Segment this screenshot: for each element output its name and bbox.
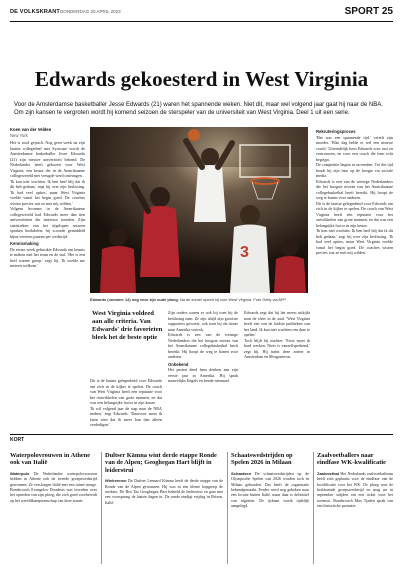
paragraph: Dit is de laatste gelegenheid voor Edwards om zich in de kijker te spelen. De coach van West Virginia heeft een reputatie voor het ontwikkelen van grote mannen, en dat was een belangrijke factor in zijn keuze.	[316, 200, 393, 228]
brief-1	[10, 452, 97, 559]
article-headline: Edwards gekoesterd in West Virginia	[34, 67, 369, 91]
paragraph: Dit is de laatste gelegenheid voor Edwards om zich in de kijker te spelen. De coach van West Virginia heeft een reputatie voor het ontwikkelen van grote mannen, en dat was een belangrijke factor in zijn keuze.	[90, 378, 162, 405]
byline-place: New York	[10, 133, 28, 138]
paragraph: Edwards zegt dat hij het meest uitkijkt naar de sfeer in de zaal. 'West Virginia heeft een van de luidste publieken van het land. Ik kan niet wachten om daar te spelen.'	[244, 310, 310, 337]
masthead	[10, 6, 393, 20]
photo-caption	[90, 297, 308, 302]
masthead-rule	[10, 21, 393, 22]
brief-body	[317, 471, 393, 559]
brief-title: Waterpolovrouwen in Athene ook van Italië	[10, 452, 91, 467]
caption-text: Na de zomer speelt hij voor West Virginia. Foto Getty via AFP	[179, 297, 286, 302]
brief-title: Zaalvoetballers naar eindfase WK-kwalificatie	[317, 452, 386, 467]
brief-lead: Zaalvoetbal	[317, 470, 340, 476]
brief-body	[105, 478, 223, 566]
brief-text: Het Nederlands zaalvoetbalteam heeft zich geplaatst voor de eindfase van de kwalificatie voor het WK. De ploeg won de beslissende groepswedstrijd en mag nu in september strijden om een ticket voor het toernooi. Bondscoach Max Tjaden sprak van een historische prestatie.	[317, 470, 393, 509]
article-column-2	[90, 378, 162, 430]
article-column-1	[10, 140, 85, 430]
svg-text:3: 3	[240, 244, 249, 261]
paragraph: Edwards is een van de weinige Nederlanders die het hoogste niveau van het Amerikaanse collegebasketbal heeft bereikt. Hij hoopt de weg te banen voor anderen.	[316, 178, 393, 200]
brief-lead: Waterpolo	[10, 470, 30, 476]
brief-divider	[101, 452, 102, 564]
paragraph: Edwards is een van de weinige Nederlanders die het hoogste niveau van het Amerikaanse collegebasketbal heeft bereikt. Hij hoopt de weg te banen voor anderen.	[168, 332, 238, 359]
subheading: Onbekend	[168, 361, 189, 367]
section-name: SPORT	[344, 6, 380, 17]
brief-2	[105, 452, 223, 566]
brief-divider	[227, 452, 228, 564]
paragraph: 'Ik kon niet wachten. Ik ben heel blij dat ik dit heb gedaan,' zegt hij over zijn beslissing. 'Ik had veel opties, maar West Virginia voelde vanaf het begin goed. De coaches wisten precies wat ze met mij wilden.'	[10, 178, 85, 206]
article-column-3	[168, 310, 238, 430]
caption-bold: Edwards (nummer 14) nog voor zijn oude ploeg.	[90, 297, 179, 302]
issue-date: DONDERDAG 20 APRIL 2023	[60, 9, 121, 14]
brief-body	[231, 471, 309, 559]
paragraph: 'Ik wil volgend jaar de stap naar de NBA maken,' zegt Edwards. 'Daarvoor moet ik laten zien dat ik meer kan dan alleen verdedigen.'	[90, 405, 162, 427]
paragraph: De eerste week gebruikte Edwards om kennis te maken met het team en de staf. 'Het is een heel warme groep,' zegt hij. 'Ik voelde me meteen welkom.'	[10, 246, 85, 268]
brief-title: Schaatswedstrijden op Spelen 2026 in Milaan	[231, 452, 293, 467]
brief-text: De schaatswedstrijden op de Olympische Spelen van 2026 worden toch in Milaan gehouden. Dat heeft de organisatie bekendgemaakt. Eerder werd nog gekeken naar een locatie buiten Italië, maar daar is definitief van afgezien. De ijsbaan wordt tijdelijk aangelegd.	[231, 470, 309, 509]
brief-lead: Schaatsen	[231, 470, 252, 476]
kort-rule	[10, 434, 393, 444]
article-photo	[90, 127, 308, 293]
brief-divider	[313, 452, 314, 564]
article-intro: Voor de Amsterdamse basketballer Jesse Edwards (21) waren het spannende weken. Niet dit, maar wel volgend jaar gaat hij naar de NBA. Om zijn kansen te vergroten wordt hij komend seizoen de sterspeler van de universiteit van West Virginia. Deel 1 uit een serie.	[14, 102, 383, 116]
paragraph: De competitie begint in november. Tot die tijd houdt hij zijn fans op de hoogte via sociale media.	[316, 162, 393, 178]
section-title	[345, 6, 393, 17]
byline-author: Koen van der Velden	[10, 127, 52, 132]
paragraph: Het is rood gejuich. Nog geen week na zijn laatste collegeduel met Syracuse wordt de Amsterdamse basketballer Jesse Edwards (21) zijn nieuwe universiteit bekend. De Nederlander heeft gekozen voor West Virginia, een keuze die in de Amerikaanse collegewereld met vreugde werd ontvangen.	[10, 140, 85, 178]
kort-label: KORT	[10, 437, 25, 443]
brief-3	[231, 452, 309, 559]
brief-lead: Wielrennen	[105, 478, 127, 484]
pull-quote: West Virginia voldeed aan alle criteria. Van Edwards' drie favorieten bleek het de beste optie	[92, 310, 163, 341]
article-column-4	[244, 310, 310, 430]
brief-title: Dultser Kämna wint derde etappe Ronde van de Alpen; Geoghegan Hart blijft in leiderstrui	[105, 452, 217, 474]
subheading: Kennismaking	[10, 241, 39, 246]
paragraph: Toch blijft hij nuchter. 'Eerst moet ik hard werken. Niets is vanzelfsprekend,' zegt hij. Hij traint deze zomer in Amsterdam en Morgantown.	[244, 337, 310, 359]
paragraph: Volgens bronnen in de Amerikaanse collegewereld had Edwards meer dan tien universiteiten die interesse toonden. Zijn statistieken van het afgelopen seizoen spraken boekdelen: hij scoorde gemiddeld bijna veertien punten per wedstrijd.	[10, 206, 85, 239]
paragraph: Het pesten deed hem denken aan zijn eerste jaar in Amerika. Hij sprak nauwelijks Engels en kende niemand.	[168, 367, 238, 383]
brief-text: De Duitser Lennard Kämna heeft de derde etappe van de Ronde van de Alpen gewonnen. Hij was in een kleine kopgroep de sterkste. De Brit Tao Geoghegan Hart behield de leiderstrui en gaat met een voorsprong de laatste dagen in. De ronde eindigt vrijdag in Brixen, Italië.	[105, 478, 223, 505]
brief-4	[317, 452, 393, 559]
basketball-photo-illustration	[90, 127, 308, 293]
article-column-5	[316, 127, 393, 430]
brief-text: De Nederlandse waterpolovrouwen hebben in Athene ook de tweede groepswedstrijd gewonnen. Ze versloegen Italië met een ruime marge. Bondscoach Evangelos Doudesis was tevreden over het optreden van zijn ploeg, die zich goed voorbereidt op het wereldkampioenschap van deze zomer.	[10, 470, 97, 503]
page-number: 25	[381, 6, 393, 17]
paragraph: 'Het was een spannende tijd,' vertelt zijn moeder. 'Elke dag belde er wel een nieuwe coach.' Uiteindelijk koos Edwards voor rust en vertrouwen, en voor een coach die hem echt begrijpt.	[316, 134, 393, 162]
brief-body	[10, 471, 97, 559]
subheading: Rekruteringsproces	[316, 129, 356, 134]
newspaper-brand: DE VOLKSKRANT	[10, 9, 60, 15]
paragraph: Zijn ouders waren er ook bij toen hij de beslissing nam. Ze zijn altijd zijn grootste supporters geweest, ook toen hij als tiener naar Amerika vertrok.	[168, 310, 238, 332]
paragraph: 'Ik kon niet wachten. Ik ben heel blij dat ik dit heb gedaan,' zegt hij over zijn beslissing. 'Ik had veel opties, maar West Virginia voelde vanaf het begin goed. De coaches wisten precies wat ze met mij wilden.'	[316, 228, 393, 255]
